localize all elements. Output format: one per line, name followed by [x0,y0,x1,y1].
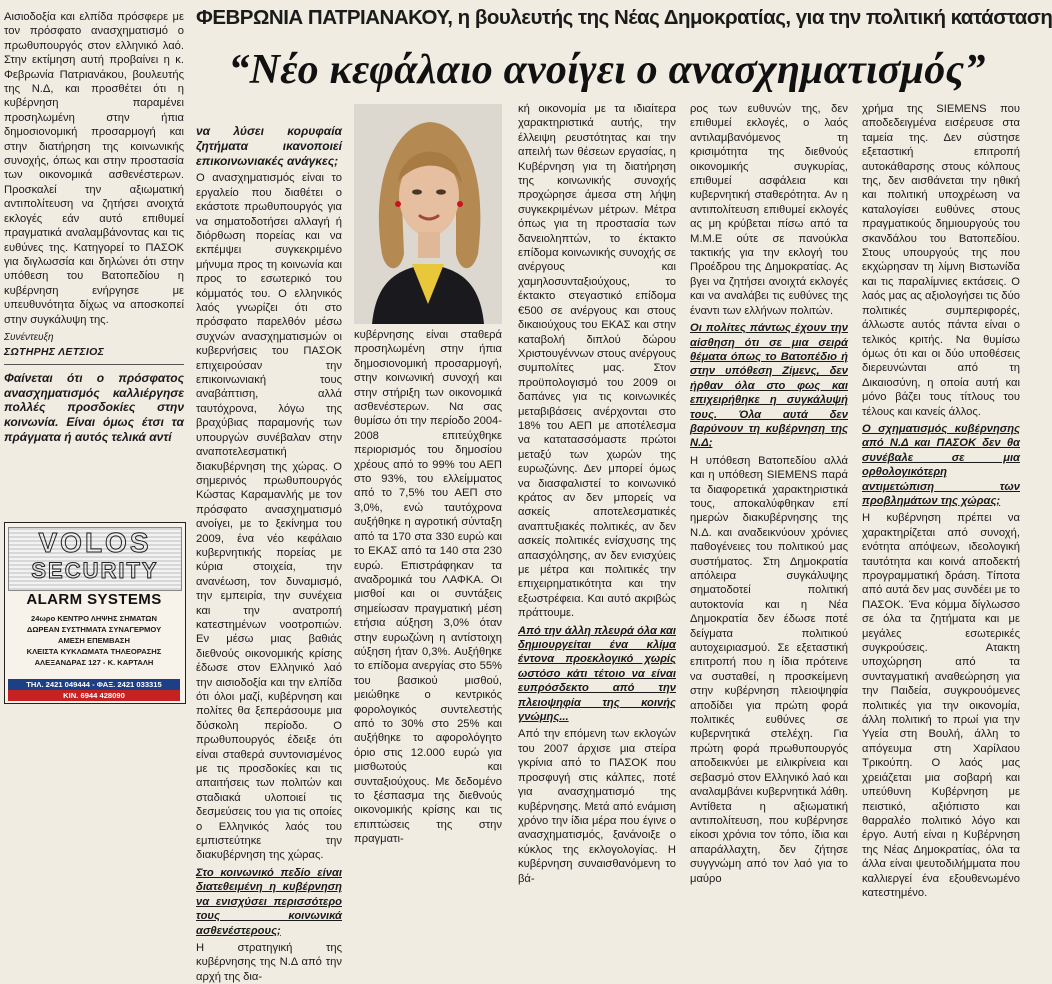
column-2 [196,124,342,983]
answer-4-start: Η υπόθεση Βατοπεδίου αλλά και η υπόθεση SIEMENS παρά τα διαφορετικά χαρακτηριστικά τους, αποκαλύφθηκαν επί ημερών διακυβέρνησης της Ν.Δ. και αναδεικνύουν χρόνιες παθογένειες του πολιτικού μας συστήματος. Στη Δημοκρατία απόλειρα συγκάλυψης σηματοδοτεί πολιτική αυτοκτονία και η Νέα Δημοκρατία δεν έδωσε ποτέ δείγματα πολιτικού αυτοχειριασμού. Σε εξεταστική επιτροπή που η ίδια πρότεινε να συσταθεί, η προσκείμενη στην κυβέρνηση πλειοψηφία αποδίδει για πρώτη φορά πολιτικές ευθύνες σε κυβερνητικά στελέχη. Για πρώτη φορά πρωθυπουργός αποδεικνύει με ειλικρίνεια και σεβασμό στον Ελληνικό λαό και αναλαμβάνει κυβερνητικά λάθη. Αντίθετα η αξιωματική αντιπολίτευση, που κυβέρνησε είκοσι χρόνια τον τόπο, ίδια και απαράλλαχτη, δεν ζήτησε συγγνώμη από τον λαό για το μαύρο [690,454,848,885]
column-3 [354,328,502,846]
column-4 [518,102,676,885]
ad-line: ΔΩΡΕΑΝ ΣΥΣΤΗΜΑΤΑ ΣΥΝΑΓΕΡΜΟΥ [26,625,162,634]
answer-1: Ο ανασχηματισμός είναι το εργαλείο που διαθέτει ο εκάστοτε πρωθυπουργός για να σηματοδοτήσει αλλαγή ή διόρθωση πορείας και να εκπέμψει συγκεκριμένο μήνυμα προς τη κοινωνία και προς το εσωτερικό του κόμματός του. Ο ελληνικός λαός γνωρίζει ότι στο πρόσφατο παρελθόν μέσω συχνών ανασχηματισμών οι κυβερνήσεις του ΠΑΣΟΚ επιχειρούσαν την επικοινωνιακή τους αναβάπτιση, αλλά ταυτόχρονα, λόγω της βραχύβιας παραμονής των υπουργών συνέβαλαν στην αναποτελεσματική διακυβέρνηση της χώρας. Ο σημερινός πρωθυπουργός Κώστας Καραμανλής με τον πρόσφατο ανασχηματισμό ανοίγει, με το ξεκίνημα του 2009, ένα νέο κεφάλαιο κυβερνητικής πορείας με κύρια στοιχεία, την ανανέωση, τον δυναμισμό, την εμπειρία, την συνέχεια και την ανατροπή κατεστημένων νοοτροπιών. Εν μέσω μιας βαθιάς διεθνούς οικονομικής κρίσης έδωσε στον Ελληνικό λαό την αισιοδοξία και την ελπίδα ότι όλοι μαζί, κυβέρνηση και πολίτες θα ξεπεράσουμε μια δύσκολη περίοδο. Ο πρωθυπουργός έδειξε ότι είναι σταθερά συντονισμένος με τις προσδοκίες και τις απαιτήσεις των πολιτών και σταδιακά υλοποιεί τις δεσμεύσεις του για τις οποίες ο Ελληνικός λαός του εμπιστεύτηκε την διακυβέρνηση της χώρας. [196,172,342,862]
column-6 [862,102,1020,899]
answer-2-cont: κή οικονομία με τα ιδιαίτερα χαρακτηριστικά αυτής, την έλλειψη ρευστότητας και την απειλή των θέσεων εργασίας, η Κυβέρνηση για τη διατήρηση της κοινωνικής συνοχής προχώρησε άμεσα στη λήψη συγκεκριμένων μέτρων. Μέτρα όπως για τη προστασία των δανειοληπτών, το έκτακτο επίδομα κοινωνικής συνοχής σε ανέργους και χαμηλοσυνταξιούχους, το έκτακτο στεγαστικό επίδομα €500 σε ανέργους και στους δικαιούχους του ΕΚΑΣ και στην καταβολή διπλού δώρου Χριστουγέννων στους ανέργους συμπολίτες μας. Στον προϋπολογισμό του 2009 οι δαπάνες για τις κοινωνικές μεταβιβάσεις ανέρχονται στο 18% του ΑΕΠ με αποτέλεσμα να κατατασσόμαστε πρώτοι μεταξύ των χωρών της ευρωζώνης. Δεν μπορεί όμως να διασφαλιστεί το κοινωνικό κράτος αν δεν μπορείς να ασκείς αποτελεσματικές αναπτυξιακές πολιτικές, αν δεν ασκείς πολιτικές ενίσχυσης της απασχόλησης, αν δεν ενισχύεις με μέτρα και πολιτικές την επιχειρηματικότητα και την εξωστρέφεια. Και αυτό ακριβώς πράττουμε. [518,103,676,620]
question-4: Οι πολίτες πάντως έχουν την αίσθηση ότι σε μια σειρά θέματα όπως το Βατοπέδιο ή στην υπόθεση Ζίμενς, δεν ήρθαν όλα στο φως και επιχειρήθηκε η συγκάλυψή τους. Όλα αυτά δεν βαρύνουν τη κυβέρνηση της Ν.Δ; [690,322,848,450]
answer-2-start: Η στρατηγική της κυβέρνησης της Ν.Δ από την αρχή της δια- [196,941,342,983]
answer-2: κυβέρνησης είναι σταθερά προσηλωμένη στην ήπια δημοσιονομική προσαρμογή, στην κοινωνική συνοχή και στην στήριξη των οικονομικά ασθενέστερων. Να σας θυμίσω ότι την περίοδο 2004-2008 επιτεύχθηκε περιορισμός του δημοσίου χρέους από το 99% του ΑΕΠ στο 93%, του ελλείμματος από το 7,5% του ΑΕΠ στο 3,0%, ενώ ταυτόχρονα αυξήθηκε η αγροτική σύνταξη από τα 170 στα 330 ευρώ και το ΕΚΑΣ από τα 140 στα 230 ευρώ. Επιστράφηκαν τα αναδρομικά του ΛΑΦΚΑ. Οι μισθοί και οι συντάξεις σημείωσαν πραγματική μέση ετήσια αύξηση 3,0% όταν στην ευρωζώνη η αντίστοιχη αύξηση ήταν 0,3%. Αυξήθηκε το επίδομα ανεργίας στο 55% του βασικού μισθού, μειώθηκε ο κεντρικός φορολογικός συντελεστής από το 30% στο 25% και αυξήθηκε το αφορολόγητο όριο στις 12.000 ευρώ για μισθωτούς και συνταξιούχους. Με δεδομένο το ξέσπασμα της διεθνούς οικονομικής κρίσης και τις επιπτώσεις της στην πραγματι- [354,329,502,846]
article-intro: Αισιοδοξία και ελπίδα πρόσφερε με τον πρόσφατο ανασχηματισμό ο πρωθυπουργός στον ελληνικό λαό. Στην εκτίμηση αυτή προβαίνει η κ. Φεβρωνία Πατριανάκου, βουλευτής της Ν.Δ, και προσθέτει ότι η κυβέρνηση παραμένει προσηλωμένη στην ήπια δημοσιονομική προσαρμογή και στην διατήρηση της κοινωνικής συνοχής, όπως και στην προστασία των οικονομικά ασθενέστερων. Προσκαλεί την αξιωματική αντιπολίτευση να ζητήσει ανοιχτά εκλογές εάν αυτό επιθυμεί πραγματικά αναλαμβάνοντας και τις ευθύνες της. Κατηγορεί το ΠΑΣΟΚ για διγλωσσία και δηλώνει ότι στην υπόθεση του Βατοπεδίου η κυβέρνηση ενήργησε με υπευθυνότητα δίχως να αποσκοπεί στην συγκάλυψη της. [4,11,184,326]
article-kicker: ΦΕΒΡΩΝΙΑ ΠΑΤΡΙΑΝΑΚΟΥ, η βουλευτής της Νέας Δημοκρατίας, για την πολιτική κατάσταση [196,6,1052,29]
ad-line: ΚΛΕΙΣΤΑ ΚΥΚΛΩΜΑΤΑ ΤΗΛΕΟΡΑΣΗΣ [26,647,162,656]
ad-phone: ΤΗΛ. 2421 049444 - ΦΑΞ. 2421 033315 [8,679,180,690]
byline-name: ΣΩΤΗΡΗΣ ΛΕΤΣΙΟΣ [4,346,105,359]
question-1: Φαίνεται ότι ο πρόσφατος ανασχηματισμός καλλιέργησε πολλές προσδοκίες στην κοινωνία. Είναι όμως έτσι τα πράγματα ή αυτός τελικά αντί [4,370,184,444]
portrait-illustration [354,104,502,324]
portrait-photo [354,104,502,324]
question-2: Στο κοινωνικό πεδίο είναι διατεθειμένη η κυβέρνηση να ενισχύσει περισσότερο τους κοινωνικά ασθενέστερους; [196,866,342,937]
question-5: Ο σχηματισμός κυβέρνησης από Ν.Δ και ΠΑΣΟΚ δεν θα συνέβαλε σε μια ορθολογικότερη αντιμετώπιση των προβλημάτων της χώρας; [862,422,1020,507]
answer-3-start: Από την επόμενη των εκλογών του 2007 άρχισε μια στείρα γκρίνια από το ΠΑΣΟΚ που προσφυγή στις κάλπες, ποτέ για ανασχηματισμό της κυβέρνησης. Μετά από ενάμιση χρόνο την ίδια μέρα που έγινε ο ανασχηματισμός, ξανάνοιξε ο κύκλος της εκλογολογίας. Η κυβέρνηση συναισθανόμενη το βά- [518,728,676,885]
answer-5: Η κυβέρνηση πρέπει να χαρακτηρίζεται από συνοχή, ενότητα απόψεων, ιδεολογική ταυτότητα και κοινά αποδεκτή προγραμματική δράση. Τίποτα από αυτά δεν μας συνδέει με το ΠΑΣΟΚ. Ένα κόμμα δίγλωσσο σε όλα τα ζητήματα και με μεγάλες εσωτερικές συγκρούσεις. Ατακτη υποχώρηση από τα συνταγματική αναθεώρηση για την Παιδεία, συγκρουόμενες πολιτικές για την οικονομία, άλλη πολιτική το πρωί για την Υγεία στη Βουλή, άλλη το απόγευμα στη Χαρίλαου Τρικούπη. Ο λαός μας χρειάζεται μια σοβαρή και υπεύθυνη Κυβέρνηση με πειστικό, αξιόπιστο και θαρραλέο πολιτικό λόγο και έργο. Αυτή είναι η Κυβέρνηση της Νέας Δημοκρατίας, όλα τα άλλα είναι ψευτοδιλήμματα που καλλιεργεί ένα εξουθενωμένο κατεστημένο. [862,512,1020,899]
ad-address: ΑΛΕΞΑΝΔΡΑΣ 127 - Κ. ΚΑΡΤΑΛΗ [34,658,154,667]
answer-4: χρήμα της SIEMENS που αποδεδειγμένα εισέρευσε στα ταμεία της. Δεν σύστησε εξεταστική επιτροπή αυτοκάθαρσης στους κόλπους της, δεν αισθάνεται την ηθική και πολιτική υποχρέωση να καταλογίσει ευθύνες στους πραγματικούς δημιουργούς του σκανδάλου του Βατοπεδίου. Στους υπουργούς της που εκχώρησαν τη λίμνη Βιστωνίδα και τις παραλίμνιες εκτάσεις. Ο λαός μας ας αξιολογήσει τις δύο πολιτικές συμπεριφορές, άλλωστε αυτός πάντα είναι ο τελικός κριτής. Να θυμίσω όμως ότι και οι δύο υποθέσεις διερευνώνται από τη Δικαιοσύνη, η οποία αυτή και μόνο βάζει τους τίτλους του τέλους και κανείς άλλος. [862,103,1020,418]
byline-label: Συνέντευξη [4,331,54,343]
question-3: Από την άλλη πλευρά όλα και δημιουργείται ένα κλίμα έντονα προεκλογικό χωρίς ωστόσο κάτι τέτοιο να είναι ευπρόσδεκτο από την πλειοψηφία της κοινής γνώμης... [518,624,676,724]
ad-line: 24ωρο ΚΕΝΤΡΟ ΛΗΨΗΣ ΣΗΜΑΤΩΝ [31,614,157,623]
question-1-end: να λύσει κορυφαία ζητήματα ικανοποιεί επικοινωνιακές ανάγκες; [196,124,342,168]
ad-line: ΑΜΕΣΗ ΕΠΕΜΒΑΣΗ [58,636,130,645]
divider [4,364,184,365]
article-headline: “Νέο κεφάλαιο ανοίγει ο ανασχηματισμός” [228,47,986,93]
column-5 [690,102,848,885]
ad-service-lines [8,613,180,668]
ad-title: ALARM SYSTEMS [26,591,162,608]
ad-logo [8,527,182,591]
security-advertisement [4,522,186,704]
ad-mobile: ΚΙΝ. 6944 428090 [8,690,180,701]
ad-brand-line-2: SECURITY [31,558,159,583]
answer-3: ρος των ευθυνών της, δεν επιθυμεί εκλογές, ο λαός αντιλαμβανόμενος τη κρισιμότητα της διεθνούς οικονομικής συγκυρίας, επιθυμεί ασφάλεια και κυβερνητική σταθερότητα. Αν η αντιπολίτευση επιθυμεί εκλογές ας μη κρύβεται πίσω από τα Μ.Μ.Ε ούτε σε πανούκλα τακτικής για την εκλογή του Προέδρου της Δημοκρατίας. Ας βγει να ζητήσει ανοιχτά εκλογές και να αναλάβει τις ευθύνες της έναντι των ελλήνων πολιτών. [690,103,848,317]
ad-brand-line-1: VOLOS [38,527,152,558]
